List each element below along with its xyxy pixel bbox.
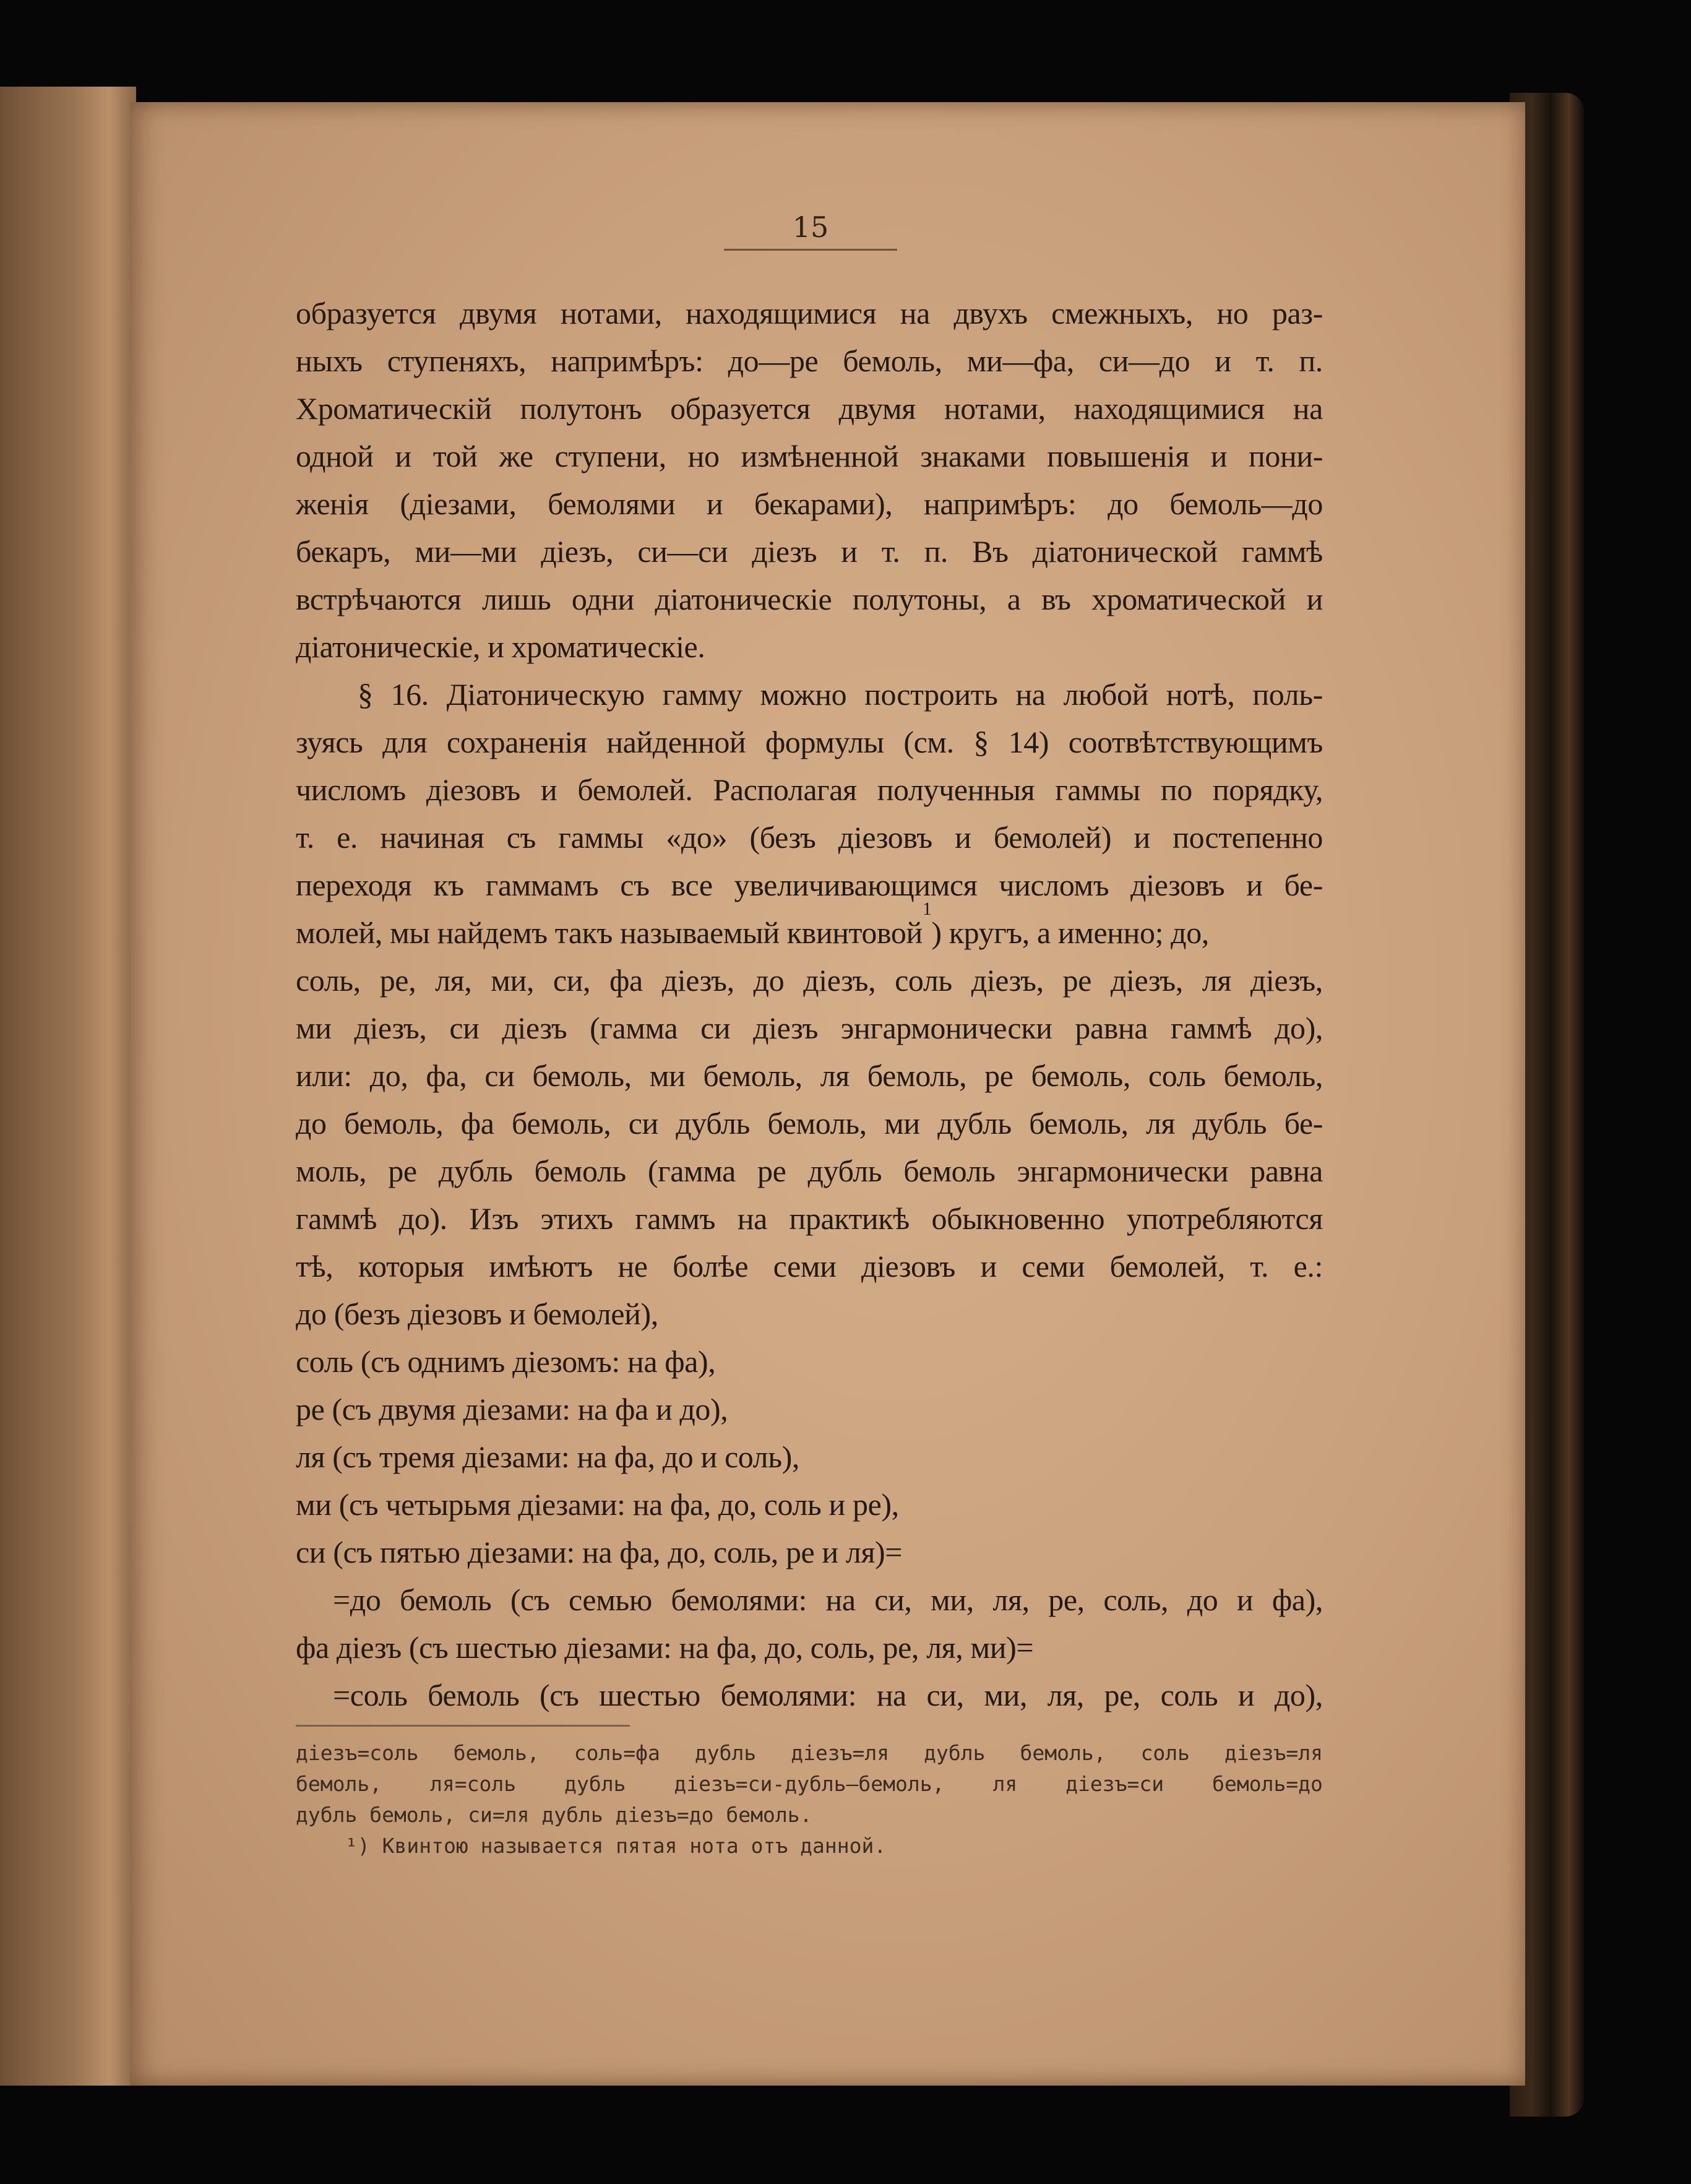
word: числомъ	[999, 868, 1109, 902]
word: семи	[773, 1249, 837, 1284]
footnote-rule	[296, 1725, 630, 1727]
word: и	[1246, 868, 1263, 902]
word: пони-	[1249, 439, 1323, 473]
word: до—ре	[728, 343, 819, 378]
text-line	[296, 814, 1323, 861]
word: си,	[926, 1678, 964, 1712]
word: дубль	[564, 1772, 626, 1796]
word: равна	[1075, 1011, 1148, 1045]
word: зуясь	[296, 725, 363, 759]
text-line: дiатоническiе, и хроматическiе.	[296, 629, 705, 664]
word: =соль	[333, 1678, 408, 1712]
word: бемолей.	[577, 772, 693, 807]
word: ля	[1145, 1106, 1176, 1141]
word: нотѣ,	[1166, 677, 1235, 712]
word: бемолями	[548, 486, 676, 521]
word: къ	[433, 868, 464, 902]
paragraph-16-start	[296, 671, 1323, 719]
word: хроматической	[1091, 582, 1286, 616]
word: т.	[1250, 1249, 1269, 1284]
text-line	[296, 433, 1323, 480]
word: гаммы	[558, 820, 643, 855]
word: 16.	[390, 677, 429, 712]
scale-list-item: ми (съ четырьмя дiезами: на фа, до, соль и ре),	[296, 1487, 899, 1522]
word: до	[296, 1106, 327, 1141]
word: бемоль,	[511, 1106, 611, 1141]
word: соль	[1160, 1678, 1218, 1712]
word: одни	[571, 582, 634, 616]
word: п.	[1299, 343, 1323, 378]
word: т.	[881, 534, 900, 569]
word: си,	[874, 1582, 912, 1617]
word: по	[1160, 772, 1192, 807]
word: до),	[1274, 1678, 1323, 1712]
text-line	[296, 337, 1323, 385]
word: семью	[569, 1582, 652, 1617]
word: для	[382, 725, 428, 759]
word: си—си	[637, 534, 728, 569]
word: си—до	[1098, 343, 1190, 378]
word: §	[358, 677, 373, 712]
word: шестью	[599, 1678, 700, 1712]
word: смежныхъ,	[1051, 296, 1193, 330]
word: гаммы	[1055, 772, 1140, 807]
word: можно	[760, 677, 847, 712]
word: бемоль,	[1029, 1106, 1129, 1141]
word: ре,	[1048, 1582, 1085, 1617]
word: гаммъ	[635, 1201, 716, 1236]
text-line-with-footnote	[296, 899, 1323, 957]
word: дiатонической	[1032, 534, 1218, 569]
word: построить	[864, 677, 998, 712]
word: соль	[1140, 1741, 1190, 1765]
word: фа	[460, 1106, 494, 1141]
word: си	[484, 1058, 515, 1093]
word: полутонъ	[520, 391, 642, 426]
word: увеличивающимся	[734, 868, 978, 902]
word: бемоль,	[867, 1058, 967, 1093]
word: гамму	[662, 677, 742, 712]
body-text	[296, 290, 1323, 1719]
word: энгармонически	[840, 1011, 1052, 1045]
word: семи	[1022, 1249, 1085, 1284]
word: бемоль	[400, 1582, 492, 1617]
word: знаками	[920, 439, 1026, 473]
word: дiезъ,	[354, 1011, 427, 1045]
word: употребляются	[1126, 1201, 1323, 1236]
word: бемоль,	[703, 1058, 802, 1093]
word: Дiатоническую	[446, 677, 645, 712]
text-line	[296, 861, 1323, 909]
text-line	[296, 1147, 1323, 1195]
word: си	[449, 1011, 480, 1045]
word: любой	[1063, 677, 1148, 712]
word: измѣненной	[741, 439, 899, 473]
word: и	[706, 486, 723, 521]
scale-list-item	[296, 1576, 1323, 1624]
word: найденной	[606, 725, 746, 759]
text-line	[296, 1243, 1323, 1290]
page-number-rule	[724, 249, 897, 251]
word: бемоль	[534, 1154, 626, 1188]
word: гаммѣ	[1241, 534, 1323, 569]
word: бекаръ,	[296, 534, 391, 569]
word: и	[395, 439, 411, 473]
word: бемоль	[903, 1154, 996, 1188]
word: дiезъ=си	[1065, 1772, 1164, 1796]
word: соль=фа	[574, 1741, 660, 1765]
word: ре	[757, 1154, 786, 1188]
word: ми,	[931, 1582, 974, 1617]
word: но	[687, 439, 720, 473]
word: си	[628, 1106, 658, 1141]
word: практикѣ	[789, 1201, 910, 1236]
word: этихъ	[540, 1201, 613, 1236]
word: на	[900, 296, 930, 330]
word: дiатоническiе	[655, 582, 832, 616]
word: дiезъ	[753, 1011, 819, 1045]
word: е.:	[1293, 1249, 1323, 1284]
footnote-text: Квинтою называется пятая нота отъ данной.	[382, 1834, 887, 1858]
word: соль,	[1103, 1582, 1169, 1617]
word: бемоль,	[453, 1741, 540, 1765]
word: ля	[992, 1772, 1018, 1796]
page-number: 15	[792, 210, 829, 244]
word: дiезъ=ля	[1224, 1741, 1323, 1765]
word: находящимися	[1074, 391, 1265, 426]
word: дiезъ,	[1110, 963, 1183, 998]
word: дiезъ	[752, 534, 817, 569]
word: и	[980, 1249, 997, 1284]
text-line	[296, 1004, 1323, 1052]
word: съ	[620, 868, 650, 902]
text-line	[296, 480, 1323, 528]
word: дiезовъ	[1130, 868, 1225, 902]
word: си,	[553, 963, 591, 998]
word: дiезовъ	[426, 772, 520, 807]
scale-list-item	[296, 1672, 1323, 1719]
word: бемоль,	[1031, 1058, 1130, 1093]
word: ступеняхъ,	[387, 343, 527, 378]
word: §	[973, 725, 989, 759]
word: а	[1007, 582, 1021, 616]
word: бемоль—до	[1169, 486, 1323, 521]
footnote-reference: 1	[922, 899, 932, 919]
word: на	[1293, 391, 1323, 426]
word: дiезовъ	[838, 820, 932, 855]
text-line	[296, 719, 1323, 766]
word: дiезъ	[502, 1011, 567, 1045]
word: до	[1108, 486, 1138, 521]
scale-list-item: си (съ пятью дiезами: на фа, до, соль, ре и ля)=	[296, 1535, 903, 1569]
word: ля=соль	[430, 1772, 517, 1796]
word: дiезъ=ля	[791, 1741, 890, 1765]
word: (см.	[903, 725, 954, 759]
word: образуется	[670, 391, 811, 426]
word: (гамма	[647, 1154, 736, 1188]
word: дубль	[438, 1154, 513, 1188]
word: полученныя	[877, 772, 1035, 807]
word: на	[1015, 677, 1046, 712]
word: же	[499, 439, 533, 473]
word: (безъ	[749, 820, 816, 855]
word: нотами,	[944, 391, 1046, 426]
word: и	[955, 820, 971, 855]
word: дубль	[937, 1106, 1012, 1141]
scale-list-item: ре (съ двумя дiезами: на фа и до),	[296, 1392, 728, 1427]
footnote-line	[296, 1738, 1323, 1769]
word: и	[841, 534, 858, 569]
word: и	[540, 772, 557, 807]
word: дiезовъ	[861, 1249, 955, 1284]
scale-list-item: соль (съ однимъ дiезомъ: на фа),	[296, 1344, 716, 1379]
text-line	[296, 528, 1323, 576]
word: бемоль,	[532, 1058, 632, 1093]
word: и	[1237, 1678, 1255, 1712]
word: нотами,	[560, 296, 662, 330]
word: дубль	[1192, 1106, 1267, 1141]
word: ступени,	[554, 439, 666, 473]
word: ля,	[992, 1582, 1030, 1617]
word: ми—ми	[415, 534, 517, 569]
word: одной	[296, 439, 374, 473]
word: съ	[506, 820, 536, 855]
word: начиная	[380, 820, 484, 855]
word: ми,	[491, 963, 534, 998]
text-line	[296, 1052, 1323, 1100]
word: но	[1216, 296, 1249, 330]
word: двухъ	[953, 296, 1028, 330]
word: равна	[1250, 1154, 1323, 1188]
word: фа,	[426, 1058, 467, 1093]
word: до	[1187, 1582, 1218, 1617]
word: ми—фа,	[966, 343, 1074, 378]
word: до),	[1275, 1011, 1323, 1045]
word: числомъ	[296, 772, 406, 807]
word: переходя	[296, 868, 412, 902]
word: моль,	[296, 1154, 367, 1188]
footnote-line	[296, 1769, 1323, 1800]
word: ре	[1062, 963, 1092, 998]
footnote-marker: ¹)	[345, 1834, 370, 1858]
word: сохраненiя	[446, 725, 587, 759]
word: соль,	[296, 963, 361, 998]
word: бемоль,	[1223, 1058, 1323, 1093]
text-line	[296, 385, 1323, 433]
word: порядку,	[1212, 772, 1323, 807]
word: ми,	[984, 1678, 1028, 1712]
scale-list-item: фа дiезъ (съ шестью дiезами: на фа, до, соль, ре, ля, ми)=	[296, 1630, 1034, 1665]
word: дiезъ=си-дубль—бемоль,	[674, 1772, 945, 1796]
footnotes	[296, 1738, 1323, 1862]
word: бе-	[1284, 1106, 1323, 1141]
text-segment: молей, мы найдемъ такъ называемый квинтовой	[296, 915, 923, 950]
word: дiезъ,	[1250, 963, 1323, 998]
word: не	[617, 1249, 648, 1284]
word: соотвѣтствующимъ	[1068, 725, 1323, 759]
word: женiя	[296, 486, 369, 521]
word: дiезъ,	[541, 534, 614, 569]
word: напримѣръ:	[551, 343, 704, 378]
word: бе-	[1284, 868, 1323, 902]
word: фа),	[1271, 1582, 1323, 1617]
word: на	[825, 1582, 856, 1617]
word: Изъ	[469, 1201, 519, 1236]
word: болѣе	[673, 1249, 749, 1284]
word: =до	[333, 1582, 381, 1617]
word: (съ	[510, 1582, 550, 1617]
word: двумя	[460, 296, 537, 330]
word: дубль	[924, 1741, 986, 1765]
word: формулы	[765, 725, 884, 759]
word: си	[700, 1011, 731, 1045]
word: ныхъ	[296, 343, 363, 378]
word: гаммамъ	[485, 868, 599, 902]
word: двумя	[838, 391, 916, 426]
word: гаммѣ	[1170, 1011, 1252, 1045]
word: т.	[296, 820, 314, 855]
word: дiезъ,	[971, 963, 1044, 998]
word: дiезъ,	[661, 963, 734, 998]
word: и	[1306, 582, 1323, 616]
left-page-edge	[0, 87, 136, 2086]
word: бемоль=до	[1212, 1772, 1323, 1796]
text-segment: ) кругъ, а именно; до,	[931, 915, 1209, 950]
word: лишь	[481, 582, 551, 616]
text-line	[296, 1195, 1323, 1243]
word: Располагая	[713, 772, 857, 807]
scale-list-item: до (безъ дiезовъ и бемолей),	[296, 1297, 658, 1331]
word: напримѣръ:	[924, 486, 1077, 521]
word: бемолями:	[720, 1678, 857, 1712]
word: соль	[895, 963, 952, 998]
word: и	[1236, 1582, 1254, 1617]
text-line	[296, 1100, 1323, 1147]
word: Въ	[972, 534, 1009, 569]
word: обыкновенно	[931, 1201, 1105, 1236]
word: до	[753, 963, 785, 998]
word: (гамма	[590, 1011, 678, 1045]
word: той	[432, 439, 478, 473]
word: встрѣчаются	[296, 582, 462, 616]
word: или:	[296, 1058, 352, 1093]
word: (дiезами,	[400, 486, 517, 521]
word: бемолей,	[1109, 1249, 1225, 1284]
word: дiезъ,	[803, 963, 876, 998]
word: бекарами),	[754, 486, 893, 521]
word: полутоны,	[852, 582, 987, 616]
word: ре	[984, 1058, 1013, 1093]
footnote-1	[296, 1831, 1323, 1862]
word: ре,	[1104, 1678, 1141, 1712]
word: которыя	[358, 1249, 464, 1284]
word: соль	[1148, 1058, 1206, 1093]
word: гаммѣ	[296, 1201, 377, 1236]
word: постепенно	[1173, 820, 1323, 855]
word: все	[671, 868, 713, 902]
text-line	[296, 766, 1323, 814]
word: энгармонически	[1017, 1154, 1229, 1188]
word: ля,	[1047, 1678, 1084, 1712]
word: и	[1215, 343, 1231, 378]
word: дубль	[807, 1154, 882, 1188]
word: бемоль,	[344, 1106, 444, 1141]
word: бемоль,	[296, 1772, 382, 1796]
word: ре	[388, 1154, 417, 1188]
scale-list-item: ля (съ тремя дiезами: на фа, до и соль),	[296, 1439, 799, 1474]
word: и	[1210, 439, 1228, 473]
word: дiезъ=соль	[296, 1741, 419, 1765]
word: ля	[820, 1058, 850, 1093]
word: на	[737, 1201, 767, 1236]
word: ля	[1202, 963, 1231, 998]
word: т.	[1255, 343, 1275, 378]
word: поль-	[1252, 677, 1323, 712]
word: бемолей)	[993, 820, 1112, 855]
word: раз-	[1271, 296, 1323, 330]
word: бемоль	[428, 1678, 520, 1712]
footnote-line: дубль бемоль, си=ля дубль дiезъ=до бемоль.	[296, 1803, 812, 1827]
text-line	[296, 957, 1323, 1004]
word: Хроматическiй	[296, 391, 492, 426]
word: ми	[649, 1058, 686, 1093]
word: 14)	[1008, 725, 1049, 759]
word: бемоль,	[767, 1106, 867, 1141]
word: бемолями:	[671, 1582, 807, 1617]
word: на	[876, 1678, 906, 1712]
word: ми	[296, 1011, 332, 1045]
word: бемоль,	[1020, 1741, 1106, 1765]
text-line	[296, 576, 1323, 623]
word: п.	[924, 534, 949, 569]
word: ре,	[379, 963, 416, 998]
word: ми	[884, 1106, 920, 1141]
word: дубль	[694, 1741, 757, 1765]
word: бемоль,	[843, 343, 942, 378]
word: имѣютъ	[489, 1249, 593, 1284]
word: дубль	[676, 1106, 750, 1141]
word: въ	[1041, 582, 1071, 616]
word: образуется	[296, 296, 436, 330]
word: (съ	[540, 1678, 579, 1712]
word: и	[1134, 820, 1150, 855]
word: фа	[609, 963, 643, 998]
word: «до»	[666, 820, 728, 855]
word: находящимися	[686, 296, 877, 330]
word: повышенiя	[1047, 439, 1189, 473]
word: е.	[337, 820, 358, 855]
text-line	[296, 290, 1323, 337]
word: до).	[398, 1201, 447, 1236]
word: тѣ,	[296, 1249, 333, 1284]
word: ля,	[435, 963, 472, 998]
word: до,	[369, 1058, 408, 1093]
